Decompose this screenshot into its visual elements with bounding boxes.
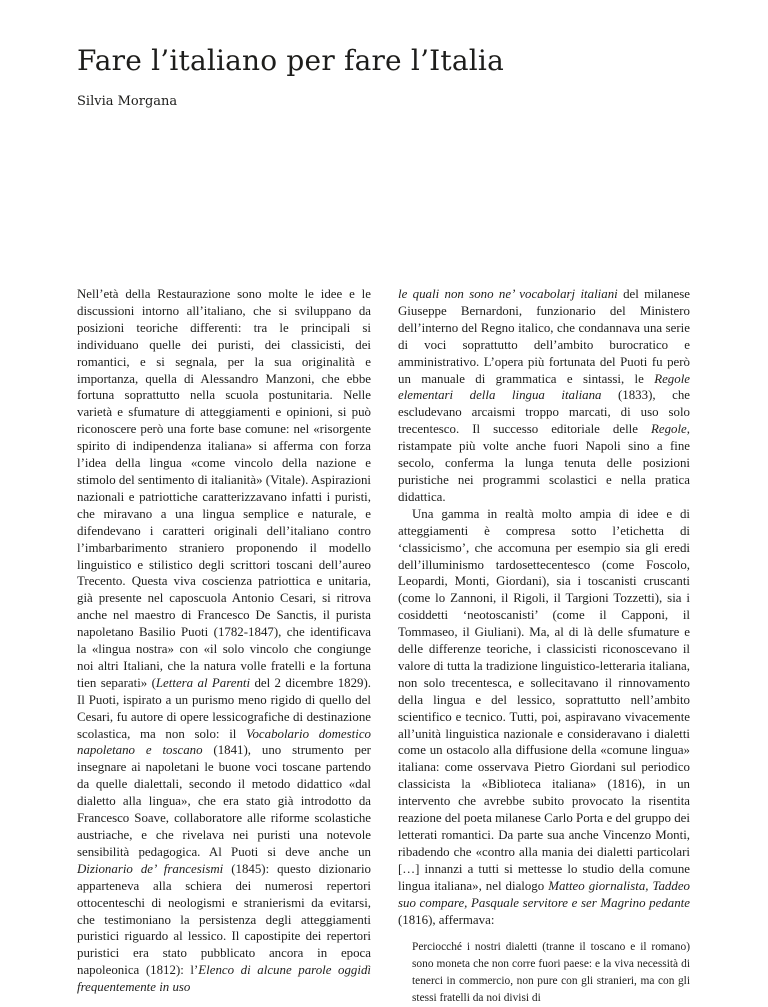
right-column bbox=[398, 286, 690, 1007]
text-run: (1845): questo dizionario apparteneva alla schiera dei numerosi repertori ottocenteschi di neologismi e stranierismi da evitarsi, che testimoniano la persistenza degli atteggiamenti puristici riguardo al lessico. Il capostipite dei repertori puristici era stato pubblicato ancora in epoca napoleonica (1812): l’ bbox=[77, 861, 371, 978]
block-quote bbox=[398, 939, 690, 1007]
left-column bbox=[77, 286, 371, 996]
text-run: Nell’età della Restaurazione sono molte le idee e le discussioni intorno all’italiano, che si sviluppano da posizioni teoriche differenti: tra le principali si individuano quelle dei puristi, dei classicisti, dei romantici, e si segnala, per la sua originalità e importanza, quella di Alessandro Manzoni, che ebbe fortuna soprattutto nella scuola postunitaria. Nelle varietà e sfumature di atteggiamenti e opinioni, si può riconoscere però una forte base comune: nel «risorgente spirito di indipendenza italiana» si afferma con forza l’idea della lingua «come vincolo della nazione e stimolo del sentimento di italianità» (Vitale). Aspirazioni nazionali e patriottiche caratterizzavano infatti i puristi, che miravano a una lingua semplice e naturale, e difendevano i caratteri originali dell’italiano contro l’imbarbarimento straniero proponendo il modello linguistico e stilistico degli scrittori toscani dell’aureo Trecento. Questa viva coscienza patriottica e unitaria, già presente nel caposcuola Antonio Cesari, si ritrova anche nel maestro di Francesco De Sanctis, il purista napoletano Basilio Puoti (1782-1847), che identificava la «lingua nostra» con «il solo vincolo che congiunge noi altri Italiani, che la natura volle fratelli e la fortuna tien separati» ( bbox=[77, 287, 371, 690]
quote-text: Perciocché i nostri dialetti (tranne il toscano e il romano) sono moneta che non corre fuori paese: e la viva necessità di tenerci in commercio, non pure con gli stranieri, ma con gli stessi fratelli da noi divisi di bbox=[412, 941, 690, 1005]
italic-title: Elenco di alcune parole oggidì frequentemente in uso bbox=[77, 963, 371, 995]
text-run: del 2 dicembre 1829). Il Puoti, ispirato a un purismo meno rigido di quello del Cesari, fu autore di opere lessicografiche di destinazione scolastica, ma non solo: il bbox=[77, 675, 371, 741]
article-title: Fare l’italiano per fare l’Italia bbox=[77, 44, 504, 77]
text-run: (1841), uno strumento per insegnare ai napoletani le buone voci toscane partendo da quelle dialettali, secondo il metodo didattico «dal dialetto alla lingua», che era stato già introdotto da Francesco Soave, collaboratore alle riforme scolastiche austriache, e che rivelava nei puristi una notevole sensibilità pedagogica. Al Puoti si deve anche un bbox=[77, 743, 371, 859]
text-run: (1816), affermava: bbox=[398, 912, 495, 927]
author-name: Silvia Morgana bbox=[77, 94, 178, 109]
text-run: (1833), che escludevano arcaismi troppo marcati, di uso solo trecentesco. Il successo editoriale delle bbox=[398, 388, 690, 437]
italic-title: Matteo giornalista, Taddeo suo compare, Pasquale servitore e ser Magrino pedante bbox=[398, 878, 690, 910]
paragraph bbox=[398, 506, 690, 929]
text-run: del milanese Giuseppe Bernardoni, funzionario del Ministero dell’interno del Regno italico, che condannava una serie di voci soprattutto dell’ambito burocratico e amministrativo. L’opera più fortunata del Puoti fu però un manuale di grammatica e sintassi, le bbox=[398, 287, 691, 386]
italic-title: Dizionario de’ francesismi bbox=[77, 861, 224, 876]
italic-title: Regole bbox=[650, 422, 687, 437]
italic-title: Vocabolario domestico napoletano e toscano bbox=[77, 726, 371, 758]
paragraph bbox=[398, 286, 690, 506]
text-run: Una gamma in realtà molto ampia di idee e di atteggiamenti è compresa sotto l’etichetta di ‘classicismo’, che accomuna per esempio sia gli eredi dell’illuminismo tardosettecentesco (come Foscolo, Leopardi, Monti, Giordani), sia i toscanisti cruscanti (come lo Zannoni, il Rigoli, il Targioni Tozzetti), sia i cosiddetti ‘neotoscanisti’ (come il Capponi, il Tommaseo, il Giuliani). Ma, al di là delle sfumature e delle differenze teoriche, i classicisti riconoscevano il valore di tutta la tradizione linguistico-letteraria italiana, non solo trecentesca, e sollecitavano il rinnovamento della lingua e del lessico, soprattutto nell’ambito scientifico e tecnico. Tutti, poi, aspiravano vivacemente all’unità linguistica nazionale e consideravano i dialetti come un ostacolo alla diffusione della «comune lingua» italiana: come osservava Pietro Giordani sul periodico classicista la «Biblioteca italiana» (1816), in un intervento che avrebbe subito provocato la risentita reazione del poeta milanese Carlo Porta e del gruppo dei letterati romantici. Da parte sua anche Vincenzo Monti, ribadendo che «contro alla mania dei dialetti particolari […] innanzi a tutti si mettesse lo studio della comune lingua italiana», nel dialogo bbox=[398, 506, 690, 893]
italic-title: Regole elementari della lingua italiana bbox=[398, 371, 690, 403]
paragraph bbox=[77, 286, 371, 996]
text-run: , ristampate più volte anche fuori Napoli sino a fine secolo, conferma la lunga tenuta delle posizioni puristiche nei programmi scolastici e nella pratica didattica. bbox=[398, 422, 690, 504]
italic-title: Lettera al Parenti bbox=[155, 675, 251, 690]
italic-title: le quali non sono ne’ vocabolarj italiani bbox=[398, 287, 618, 301]
